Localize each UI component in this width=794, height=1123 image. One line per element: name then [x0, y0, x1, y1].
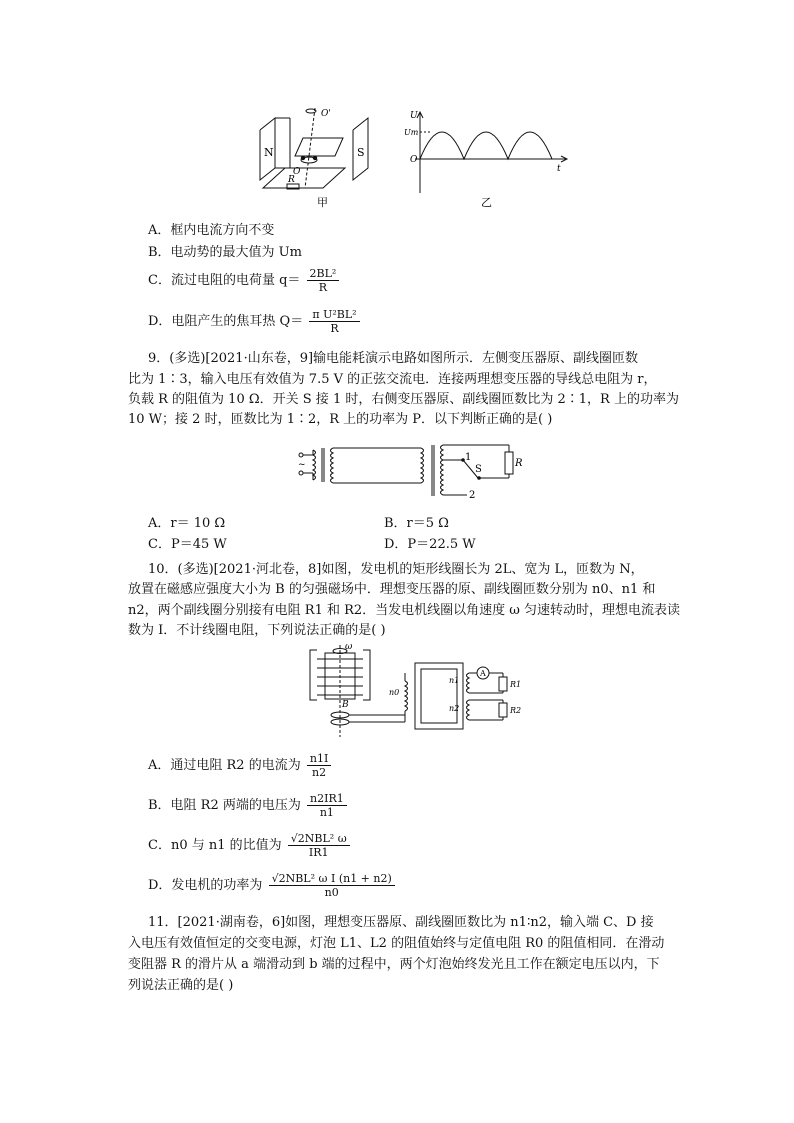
- switch-s-label: S: [475, 464, 482, 475]
- load-resistor-r: [505, 452, 513, 474]
- fraction-numerator: 2BL²: [309, 267, 337, 280]
- primary-coil-n0: [405, 681, 408, 711]
- graph-yi: [415, 112, 567, 193]
- q10-option-d-text: D．发电机的功率为: [148, 878, 263, 893]
- rectified-wave: [420, 132, 552, 159]
- load-r-label: R: [515, 458, 523, 469]
- q8-option-a: A．框内电流方向不变: [148, 223, 275, 238]
- q10-option-c-fraction: [288, 832, 350, 859]
- q9-option-b: B．r＝5 Ω: [384, 516, 449, 531]
- q9-line-3: 负载 R 的阻值为 10 Ω．开关 S 接 1 时，右侧变压器原、副线圈匝数比为 2∶1，R 上的功率为: [128, 392, 679, 407]
- q9-line-4: 10 W；接 2 时，匝数比为 1∶2，R 上的功率为 P．以下判断正确的是( ): [128, 412, 553, 427]
- fraction-numerator: √2NBL² ω I (n1 + n2): [271, 872, 392, 885]
- resistor-r2: [499, 703, 507, 717]
- q8-option-c: [148, 267, 341, 294]
- q8-option-d-text: D．电阻产生的焦耳热 Q＝: [148, 314, 304, 329]
- q10-option-b: [148, 792, 349, 819]
- q8-option-b: B．电动势的最大值为 Um: [148, 245, 302, 260]
- q10-option-a-text: A．通过电阻 R2 的电流为: [148, 758, 301, 773]
- resistor-r1: [499, 677, 507, 691]
- r1-label: R1: [510, 680, 522, 689]
- left-secondary-coil: [331, 448, 334, 483]
- fraction-denominator: n1: [307, 805, 347, 819]
- label-r: R: [288, 175, 295, 185]
- terminal-1-label: 1: [465, 452, 472, 463]
- fraction-denominator: R: [309, 321, 359, 335]
- n0-label: n0: [389, 688, 400, 697]
- q8-option-c-fraction: [307, 267, 340, 294]
- q8-option-d: [148, 308, 362, 335]
- q11-line-2: 入电压有效值恒定的交变电源，灯泡 L1、L2 的阻值始终与定值电阻 R0 的阻值相同．在滑动: [128, 936, 665, 951]
- label-yi: 乙: [481, 196, 492, 209]
- omega-label: ω: [345, 642, 353, 652]
- q10-option-b-text: B．电阻 R2 两端的电压为: [148, 798, 301, 813]
- q8-option-c-text: C．流过电阻的电荷量 q＝: [148, 273, 301, 288]
- q10-line-4: 数为 I．不计线圈电阻，下列说法正确的是( ): [128, 623, 386, 638]
- r2-label: R2: [510, 706, 522, 715]
- axis-origin: O: [410, 155, 418, 165]
- q10-option-b-fraction: [307, 792, 347, 819]
- source-tilde-icon: ~: [298, 460, 306, 470]
- magnet-s-label: S: [357, 146, 365, 159]
- q10-line-1: 10．(多选)[2021·河北卷，8]如图，发电机的矩形线圈长为 2L、宽为 L，匝数为 N，: [148, 562, 644, 577]
- fraction-denominator: n0: [269, 885, 395, 899]
- terminal-2-label: 2: [469, 490, 476, 501]
- secondary-coil-n1: [467, 673, 470, 693]
- q9-line-1: 9．(多选)[2021·山东卷，9]输电能耗演示电路如图所示．左侧变压器原、副线圈匝数: [148, 351, 639, 366]
- label-o: O: [293, 167, 301, 177]
- q10-option-d: [148, 872, 397, 899]
- fraction-numerator: √2NBL² ω: [290, 832, 347, 845]
- q11-line-3: 变阻器 R 的滑片从 a 端滑动到 b 端的过程中，两个灯泡始终发光且工作在额定电压以内，下: [128, 957, 660, 972]
- q8-option-d-fraction: [309, 308, 359, 335]
- left-primary-coil: [313, 450, 316, 480]
- q10-option-d-fraction: [269, 872, 395, 899]
- q9-option-d: D．P＝22.5 W: [384, 537, 476, 552]
- q10-option-c: [148, 832, 352, 859]
- q9-option-c: C．P＝45 W: [148, 537, 227, 552]
- fraction-numerator: n2IR1: [310, 792, 344, 805]
- figure-q8-generator: [255, 108, 575, 208]
- magnet-n-label: N: [264, 146, 274, 159]
- fraction-numerator: π U²BL²: [312, 308, 357, 321]
- ammeter-label: A: [480, 669, 486, 678]
- transformer-core: [415, 663, 463, 729]
- q9-option-a: A．r＝ 10 Ω: [148, 516, 226, 531]
- axis-um: Um: [404, 128, 419, 137]
- figure-q9-transmission-circuit: [295, 440, 535, 502]
- fraction-numerator: n1I: [309, 752, 329, 765]
- q9-line-2: 比为 1∶3，输入电压有效值为 7.5 V 的正弦交流电．连接两理想变压器的导线总电阻为 r，: [128, 372, 657, 387]
- n1-label: n1: [449, 676, 460, 685]
- right-secondary-coil: [441, 445, 444, 495]
- q11-line-4: 列说法正确的是( ): [128, 978, 234, 993]
- label-o-prime: O': [321, 109, 331, 119]
- q10-line-2: 放置在磁感应强度大小为 B 的匀强磁场中．理想变压器的原、副线圈匝数分别为 n0、n1 和: [128, 582, 656, 597]
- fraction-denominator: IR1: [288, 845, 350, 859]
- q10-option-a: [148, 752, 333, 779]
- axis-u: U: [410, 111, 418, 121]
- q10-option-c-text: C．n0 与 n1 的比值为: [148, 838, 282, 853]
- fraction-denominator: R: [307, 280, 340, 294]
- base-circuit: [263, 168, 345, 189]
- n2-label: n2: [449, 704, 460, 713]
- figure-q10-generator-transformer: [305, 642, 530, 737]
- q11-line-1: 11．[2021·湖南卷，6]如图，理想变压器原、副线圈匝数比为 n1∶n2，输入端 C、D 接: [148, 915, 654, 930]
- q10-option-a-fraction: [307, 752, 331, 779]
- fraction-denominator: n2: [307, 765, 331, 779]
- q10-line-3: n2，两个副线圈分别接有电阻 R1 和 R2．当发电机线圈以角速度 ω 匀速转动时，理想电流表读: [128, 603, 681, 618]
- axis-t: t: [557, 164, 561, 174]
- field-b-label: B: [342, 700, 349, 710]
- label-jia: 甲: [317, 196, 328, 209]
- secondary-coil-n2: [467, 700, 470, 720]
- right-primary-coil: [421, 448, 424, 483]
